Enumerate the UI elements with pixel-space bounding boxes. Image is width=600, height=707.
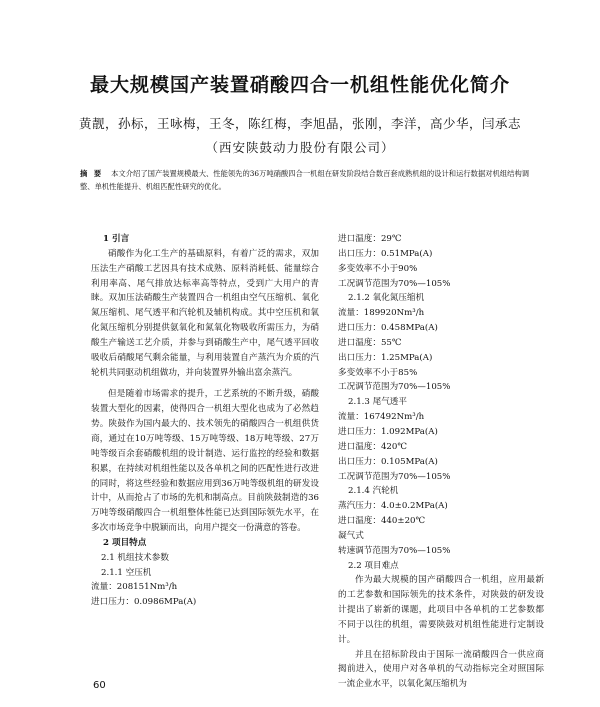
param-line: 工况调节范围为70%—105% (338, 471, 451, 482)
param-line: 流量：208151Nm³/h (91, 582, 178, 593)
param-line: 进口压力：1.092MPa(A) (338, 426, 438, 437)
affiliation: （西安陕鼓动力股份有限公司） (205, 140, 395, 155)
param-line: 进口温度：420℃ (338, 441, 407, 452)
param-line: 进口压力：0.0986MPa(A) (91, 597, 197, 608)
page-number: 60 (93, 680, 106, 691)
param-line: 流量：189920Nm³/h (338, 308, 425, 319)
difficulty-paragraph-2: 并且在招标阶段由于国际一流硝酸四合一供应商揭前进入，使用户对各单机的气动指标完全对照国际一流企业水平，以氧化氮压缩机为 (338, 649, 544, 690)
param-line: 转速调节范围为70%—105% (338, 545, 451, 556)
subsubsection-heading-turbine: 2.1.3 尾气透平 (348, 397, 407, 408)
param-line: 工况调节范围为70%—105% (338, 278, 451, 289)
param-line: 进口温度：55℃ (338, 337, 402, 348)
param-line: 进口压力：0.458MPa(A) (338, 323, 438, 334)
param-line: 多变效率不小于90% (338, 263, 418, 274)
subsubsection-heading-steam: 2.1.4 汽轮机 (348, 486, 399, 497)
param-line: 流量：167492Nm³/h (338, 412, 425, 423)
subsubsection-heading-nox: 2.1.2 氧化氮压缩机 (348, 293, 425, 304)
section-heading-intro: 1 引言 (103, 234, 130, 244)
param-line: 多变效率不小于85% (338, 367, 418, 378)
right-column (338, 232, 544, 692)
subsubsection-heading-compressor: 2.1.1 空压机 (101, 567, 152, 578)
paper-title: 最大规模国产装置硝酸四合一机组性能优化简介 (89, 74, 510, 96)
param-line: 出口压力：0.105MPa(A) (338, 456, 438, 467)
abstract-text: 本文介绍了国产装置规模最大、性能领先的36万吨硝酸四合一机组在研发阶段结合数百套成熟机组的设计和运行数据对机组结构调整、单机性能提升、机组匹配性研究的优化。 (80, 169, 530, 191)
intro-paragraph-2: 但是随着市场需求的提升，工艺系统的不断升级，硝酸装置大型化的因素，使得四合一机组大型化也成为了必然趋势。陕鼓作为国内最大的、技术领先的硝酸四合一机组供货商，通过在10万吨等级、15万吨等级、18万吨等级、27万吨等级百余套硝酸机组的设计制造、运行监控的经验和数据积累，在持续对机组性能以及各单机之间的匹配性进行改进的同时，将这些经验和数据应用到36万吨等级机组的研发设计中，从而抢占了市场的先机和制高点。目前陕鼓制造的36万吨等级硝酸四合一机组整体性能已达到国际领先水平，在多次市场竞争中脱颖而出，向用户提交一份满意的答卷。 (91, 389, 319, 534)
param-line: 进口温度：440±20℃ (338, 516, 426, 527)
param-line: 凝气式 (338, 530, 364, 541)
param-line: 进口温度：29℃ (338, 234, 402, 244)
abstract (80, 167, 532, 193)
author-list: 黄靓，孙标，王咏梅，王冬，陈红梅，李旭晶，张刚，李洋，高少华，闫承志 (78, 116, 521, 131)
subsection-heading-difficulty: 2.2 项目难点 (348, 560, 399, 571)
param-line: 工况调节范围为70%—105% (338, 382, 451, 393)
param-line: 出口压力：0.51MPa(A) (338, 248, 433, 259)
param-line: 蒸汽压力：4.0±0.2MPa(A) (338, 501, 448, 512)
abstract-label: 摘 要 (80, 169, 104, 178)
subsection-heading-params: 2.1 机组技术参数 (101, 552, 169, 563)
difficulty-paragraph-1: 作为最大规模的国产硝酸四合一机组，应用最新的工艺参数和国际领先的技术条件，对陕鼓的研发设计提出了崭新的课题，此项目中各单机的工艺参数都不同于以往的机组，需要陕鼓对机组性能进行定制设计。 (338, 575, 544, 645)
section-heading-features: 2 项目特点 (103, 537, 147, 548)
param-line: 出口压力：1.25MPa(A) (338, 352, 433, 363)
left-column (91, 232, 319, 610)
intro-paragraph-1: 硝酸作为化工生产的基础原料，有着广泛的需求，双加压法生产硝酸工艺因具有技术成熟、原料消耗低、能量综合利用率高、尾气排放达标率高等特点，受到广大用户的青睐。双加压法硝酸生产装置四合一机组由空气压缩机、氧化氮压缩机、尾气透平和汽轮机及辅机构成。其中空压机和氧化氮压缩机分别提供氨氧化和氮氧化物吸收所需压力，为硝酸生产输送工艺介质，并参与到硝酸生产中，尾气透平回收吸收后硝酸尾气剩余能量，与利用装置自产蒸汽为介质的汽轮机共同驱动机组做功，并向装置界外输出富余蒸汽。 (91, 248, 319, 378)
